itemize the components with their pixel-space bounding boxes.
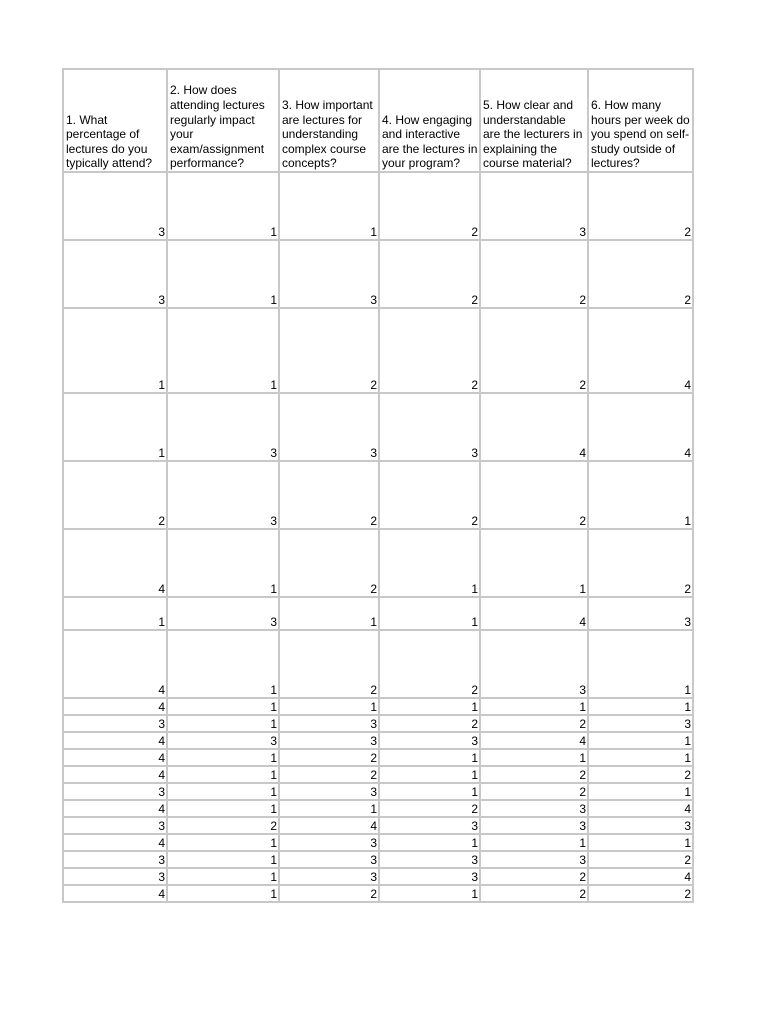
cell-q6-self-study-hours[interactable]: 2 — [588, 851, 693, 868]
cell-q3-lecture-importance[interactable]: 3 — [279, 851, 379, 868]
table-row — [63, 783, 693, 800]
cell-q2-performance-impact[interactable]: 3 — [167, 597, 279, 630]
header-q4-engagement[interactable]: 4. How engaging and interactive are the lectures in your program? — [379, 69, 480, 172]
table-row — [63, 851, 693, 868]
table-row — [63, 715, 693, 732]
cell-q3-lecture-importance[interactable]: 3 — [279, 393, 379, 461]
cell-q3-lecture-importance[interactable]: 3 — [279, 868, 379, 885]
cell-q4-engagement[interactable]: 2 — [379, 308, 480, 393]
cell-q4-engagement[interactable]: 3 — [379, 732, 480, 749]
cell-q1-attendance[interactable]: 1 — [63, 308, 167, 393]
cell-q1-attendance[interactable]: 4 — [63, 800, 167, 817]
table-row — [63, 766, 693, 783]
cell-q1-attendance[interactable]: 4 — [63, 834, 167, 851]
survey-table — [62, 68, 694, 903]
cell-q1-attendance[interactable]: 4 — [63, 766, 167, 783]
cell-q6-self-study-hours[interactable]: 2 — [588, 885, 693, 902]
cell-q2-performance-impact[interactable]: 1 — [167, 800, 279, 817]
cell-q2-performance-impact[interactable]: 1 — [167, 766, 279, 783]
cell-q1-attendance[interactable]: 1 — [63, 393, 167, 461]
cell-q2-performance-impact[interactable]: 1 — [167, 630, 279, 698]
cell-q3-lecture-importance[interactable]: 3 — [279, 715, 379, 732]
cell-q6-self-study-hours[interactable]: 4 — [588, 800, 693, 817]
cell-q6-self-study-hours[interactable]: 2 — [588, 766, 693, 783]
cell-q5-clarity[interactable]: 2 — [480, 885, 588, 902]
cell-q3-lecture-importance[interactable]: 4 — [279, 817, 379, 834]
cell-q2-performance-impact[interactable]: 1 — [167, 308, 279, 393]
cell-q5-clarity[interactable]: 3 — [480, 800, 588, 817]
cell-q1-attendance[interactable]: 3 — [63, 715, 167, 732]
cell-q6-self-study-hours[interactable]: 1 — [588, 461, 693, 529]
cell-q2-performance-impact[interactable]: 3 — [167, 461, 279, 529]
cell-q1-attendance[interactable]: 4 — [63, 698, 167, 715]
cell-q6-self-study-hours[interactable]: 1 — [588, 834, 693, 851]
cell-q6-self-study-hours[interactable]: 4 — [588, 868, 693, 885]
cell-q4-engagement[interactable]: 3 — [379, 851, 480, 868]
cell-q2-performance-impact[interactable]: 1 — [167, 240, 279, 308]
cell-q4-engagement[interactable]: 1 — [379, 749, 480, 766]
cell-q3-lecture-importance[interactable]: 1 — [279, 597, 379, 630]
cell-q5-clarity[interactable]: 2 — [480, 715, 588, 732]
cell-q6-self-study-hours[interactable]: 1 — [588, 783, 693, 800]
cell-q2-performance-impact[interactable]: 1 — [167, 698, 279, 715]
cell-q5-clarity[interactable]: 2 — [480, 766, 588, 783]
cell-q2-performance-impact[interactable]: 1 — [167, 834, 279, 851]
cell-q4-engagement[interactable]: 3 — [379, 817, 480, 834]
cell-q5-clarity[interactable]: 4 — [480, 597, 588, 630]
header-q1-attendance[interactable]: 1. What percentage of lectures do you typically attend? — [63, 69, 167, 172]
cell-q6-self-study-hours[interactable]: 2 — [588, 529, 693, 597]
cell-q6-self-study-hours[interactable]: 1 — [588, 698, 693, 715]
cell-q4-engagement[interactable]: 2 — [379, 800, 480, 817]
cell-q3-lecture-importance[interactable]: 3 — [279, 834, 379, 851]
cell-q5-clarity[interactable]: 4 — [480, 393, 588, 461]
cell-q4-engagement[interactable]: 1 — [379, 766, 480, 783]
cell-q3-lecture-importance[interactable]: 1 — [279, 698, 379, 715]
cell-q1-attendance[interactable]: 3 — [63, 240, 167, 308]
cell-q2-performance-impact[interactable]: 2 — [167, 817, 279, 834]
cell-q3-lecture-importance[interactable]: 3 — [279, 732, 379, 749]
cell-q4-engagement[interactable]: 1 — [379, 529, 480, 597]
cell-q1-attendance[interactable]: 4 — [63, 529, 167, 597]
table-row — [63, 885, 693, 902]
cell-q3-lecture-importance[interactable]: 2 — [279, 749, 379, 766]
cell-q6-self-study-hours[interactable]: 3 — [588, 817, 693, 834]
cell-q5-clarity[interactable]: 2 — [480, 308, 588, 393]
cell-q6-self-study-hours[interactable]: 4 — [588, 393, 693, 461]
cell-q3-lecture-importance[interactable]: 2 — [279, 885, 379, 902]
cell-q1-attendance[interactable]: 1 — [63, 597, 167, 630]
cell-q3-lecture-importance[interactable]: 1 — [279, 800, 379, 817]
cell-q3-lecture-importance[interactable]: 2 — [279, 766, 379, 783]
cell-q3-lecture-importance[interactable]: 2 — [279, 529, 379, 597]
cell-q5-clarity[interactable]: 2 — [480, 240, 588, 308]
header-row — [63, 69, 693, 172]
cell-q6-self-study-hours[interactable]: 1 — [588, 732, 693, 749]
cell-q4-engagement[interactable]: 2 — [379, 172, 480, 240]
cell-q1-attendance[interactable]: 4 — [63, 732, 167, 749]
table-row — [63, 834, 693, 851]
cell-q2-performance-impact[interactable]: 1 — [167, 868, 279, 885]
cell-q6-self-study-hours[interactable]: 1 — [588, 630, 693, 698]
table-row — [63, 868, 693, 885]
cell-q2-performance-impact[interactable]: 3 — [167, 393, 279, 461]
cell-q5-clarity[interactable]: 3 — [480, 817, 588, 834]
cell-q1-attendance[interactable]: 4 — [63, 749, 167, 766]
table-row — [63, 393, 693, 461]
cell-q2-performance-impact[interactable]: 3 — [167, 732, 279, 749]
cell-q5-clarity[interactable]: 1 — [480, 529, 588, 597]
cell-q3-lecture-importance[interactable]: 2 — [279, 461, 379, 529]
cell-q3-lecture-importance[interactable]: 2 — [279, 630, 379, 698]
cell-q4-engagement[interactable]: 2 — [379, 630, 480, 698]
cell-q1-attendance[interactable]: 3 — [63, 817, 167, 834]
cell-q6-self-study-hours[interactable]: 1 — [588, 749, 693, 766]
table-body — [63, 172, 693, 902]
header-q6-self-study-hours[interactable]: 6. How many hours per week do you spend on self-study outside of lectures? — [588, 69, 693, 172]
cell-q5-clarity[interactable]: 2 — [480, 868, 588, 885]
cell-q1-attendance[interactable]: 3 — [63, 851, 167, 868]
cell-q4-engagement[interactable]: 1 — [379, 783, 480, 800]
table-row — [63, 597, 693, 630]
cell-q2-performance-impact[interactable]: 1 — [167, 715, 279, 732]
cell-q2-performance-impact[interactable]: 1 — [167, 885, 279, 902]
header-q5-clarity[interactable]: 5. How clear and understandable are the lecturers in explaining the course material? — [480, 69, 588, 172]
cell-q5-clarity[interactable]: 1 — [480, 698, 588, 715]
table-row — [63, 630, 693, 698]
table-row — [63, 240, 693, 308]
cell-q4-engagement[interactable]: 2 — [379, 461, 480, 529]
table-row — [63, 172, 693, 240]
cell-q6-self-study-hours[interactable]: 4 — [588, 308, 693, 393]
cell-q6-self-study-hours[interactable]: 3 — [588, 597, 693, 630]
cell-q3-lecture-importance[interactable]: 3 — [279, 240, 379, 308]
cell-q4-engagement[interactable]: 3 — [379, 868, 480, 885]
cell-q4-engagement[interactable]: 3 — [379, 393, 480, 461]
cell-q5-clarity[interactable]: 2 — [480, 461, 588, 529]
cell-q4-engagement[interactable]: 1 — [379, 834, 480, 851]
cell-q1-attendance[interactable]: 3 — [63, 783, 167, 800]
cell-q4-engagement[interactable]: 2 — [379, 715, 480, 732]
cell-q1-attendance[interactable]: 3 — [63, 172, 167, 240]
cell-q2-performance-impact[interactable]: 1 — [167, 529, 279, 597]
table-row — [63, 732, 693, 749]
table-row — [63, 529, 693, 597]
cell-q6-self-study-hours[interactable]: 3 — [588, 715, 693, 732]
table-row — [63, 698, 693, 715]
cell-q5-clarity[interactable]: 1 — [480, 749, 588, 766]
cell-q3-lecture-importance[interactable]: 1 — [279, 172, 379, 240]
table-row — [63, 800, 693, 817]
cell-q4-engagement[interactable]: 1 — [379, 885, 480, 902]
cell-q1-attendance[interactable]: 4 — [63, 630, 167, 698]
header-q3-lecture-importance[interactable]: 3. How important are lectures for understanding complex course concepts? — [279, 69, 379, 172]
cell-q3-lecture-importance[interactable]: 2 — [279, 308, 379, 393]
header-q2-performance-impact[interactable]: 2. How does attending lectures regularly impact your exam/assignment performance? — [167, 69, 279, 172]
cell-q4-engagement[interactable]: 1 — [379, 698, 480, 715]
cell-q5-clarity[interactable]: 2 — [480, 783, 588, 800]
cell-q6-self-study-hours[interactable]: 2 — [588, 172, 693, 240]
cell-q5-clarity[interactable]: 3 — [480, 172, 588, 240]
table-row — [63, 817, 693, 834]
cell-q5-clarity[interactable]: 1 — [480, 834, 588, 851]
cell-q5-clarity[interactable]: 3 — [480, 630, 588, 698]
cell-q4-engagement[interactable]: 1 — [379, 597, 480, 630]
cell-q5-clarity[interactable]: 4 — [480, 732, 588, 749]
cell-q4-engagement[interactable]: 2 — [379, 240, 480, 308]
cell-q6-self-study-hours[interactable]: 2 — [588, 240, 693, 308]
table-row — [63, 461, 693, 529]
cell-q1-attendance[interactable]: 4 — [63, 885, 167, 902]
cell-q2-performance-impact[interactable]: 1 — [167, 749, 279, 766]
cell-q2-performance-impact[interactable]: 1 — [167, 783, 279, 800]
cell-q2-performance-impact[interactable]: 1 — [167, 851, 279, 868]
cell-q5-clarity[interactable]: 3 — [480, 851, 588, 868]
cell-q1-attendance[interactable]: 2 — [63, 461, 167, 529]
table-row — [63, 749, 693, 766]
cell-q2-performance-impact[interactable]: 1 — [167, 172, 279, 240]
cell-q1-attendance[interactable]: 3 — [63, 868, 167, 885]
table-row — [63, 308, 693, 393]
cell-q3-lecture-importance[interactable]: 3 — [279, 783, 379, 800]
